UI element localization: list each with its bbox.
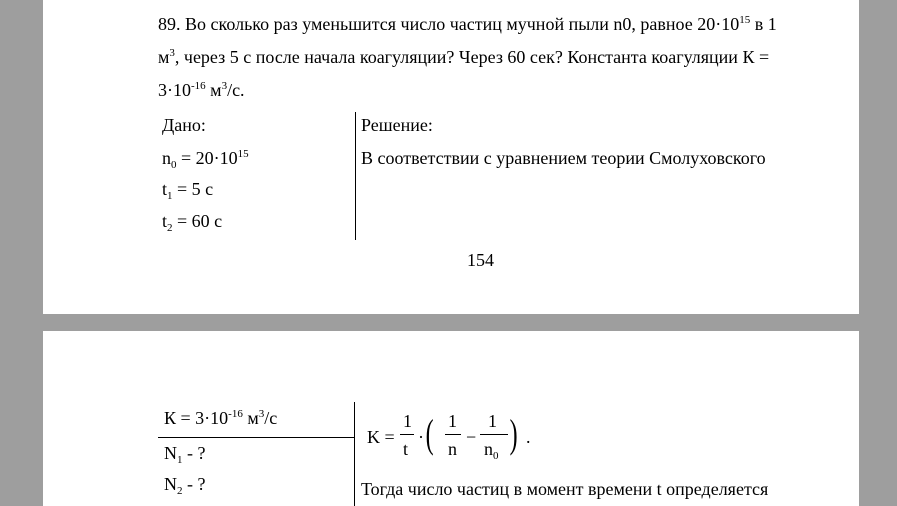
find-n1 bbox=[164, 443, 205, 466]
problem-text: м bbox=[158, 47, 170, 67]
problem-number: 89. bbox=[158, 14, 181, 34]
exponent: -16 bbox=[228, 408, 243, 420]
problem-text: /с. bbox=[227, 80, 245, 100]
given-solution-divider bbox=[354, 402, 355, 506]
exponent: 15 bbox=[237, 148, 249, 160]
exponent: 15 bbox=[739, 14, 751, 26]
solution-text: Тогда число частиц в момент времени t определяется bbox=[361, 479, 769, 499]
problem-text: , через 5 с после начала коагуляции? Через 60 сек? Константа коагуляции К = bbox=[174, 47, 770, 67]
formula-denominator: n bbox=[448, 439, 457, 459]
document-page-2 bbox=[43, 331, 859, 506]
fraction-bar bbox=[480, 434, 508, 435]
variable: N bbox=[164, 474, 177, 494]
document-page-1 bbox=[43, 0, 859, 314]
subscript: 1 bbox=[167, 190, 173, 202]
given-t1 bbox=[162, 179, 213, 202]
variable: N bbox=[164, 443, 177, 463]
smoluchowski-formula bbox=[367, 407, 547, 467]
right-paren: ) bbox=[509, 411, 518, 456]
formula-minus: − bbox=[466, 427, 477, 447]
problem-text: в 1 bbox=[750, 14, 777, 34]
given-k bbox=[164, 408, 277, 431]
formula-period: . bbox=[526, 427, 531, 447]
value: м bbox=[242, 408, 259, 428]
value: = 5 с bbox=[172, 179, 214, 199]
value: - ? bbox=[182, 474, 206, 494]
problem-text: Во сколько раз уменьшится число частиц мучной пыли n0, равное 20·10 bbox=[185, 14, 740, 34]
formula-numerator: 1 bbox=[488, 411, 497, 431]
fraction-bar bbox=[445, 434, 461, 435]
value: = 60 с bbox=[172, 211, 223, 231]
variable: t bbox=[162, 211, 168, 231]
value: = 20·10 bbox=[176, 148, 238, 168]
value: /с bbox=[264, 408, 278, 428]
given-title: Дано: bbox=[162, 115, 206, 135]
formula-denominator bbox=[484, 439, 499, 460]
variable: n bbox=[162, 148, 171, 168]
given-find-separator bbox=[158, 437, 355, 438]
subscript: 2 bbox=[177, 485, 183, 497]
subscript: 0 bbox=[171, 159, 177, 171]
fraction-bar bbox=[400, 434, 414, 435]
formula-denominator: t bbox=[403, 439, 409, 459]
formula-numerator: 1 bbox=[403, 411, 412, 431]
formula-lhs: K = bbox=[367, 427, 395, 447]
given-n0 bbox=[162, 148, 249, 171]
problem-text: 3·10 bbox=[158, 80, 191, 100]
exponent: 3 bbox=[169, 47, 175, 59]
variable: t bbox=[162, 179, 168, 199]
formula-dot: · bbox=[418, 427, 424, 447]
value: - ? bbox=[182, 443, 206, 463]
problem-line-3 bbox=[158, 80, 245, 103]
exponent: 3 bbox=[258, 408, 265, 420]
variable: n bbox=[484, 439, 493, 459]
subscript: 2 bbox=[167, 222, 173, 234]
problem-text: м bbox=[205, 80, 222, 100]
problem-line-1 bbox=[158, 14, 777, 37]
value: К = 3·10 bbox=[164, 408, 229, 428]
given-t2 bbox=[162, 211, 222, 234]
problem-line-2 bbox=[158, 47, 769, 70]
formula-numerator: 1 bbox=[448, 411, 457, 431]
find-n2 bbox=[164, 474, 205, 497]
left-paren: ( bbox=[425, 411, 434, 456]
given-solution-divider bbox=[355, 112, 356, 240]
subscript: 0 bbox=[493, 450, 499, 462]
solution-title: Решение: bbox=[361, 115, 433, 135]
solution-text: В соответствии с уравнением теории Смолуховского bbox=[361, 148, 766, 168]
exponent: -16 bbox=[191, 80, 206, 92]
subscript: 1 bbox=[177, 454, 183, 466]
exponent: 3 bbox=[221, 80, 228, 92]
page-number: 154 bbox=[467, 250, 494, 270]
